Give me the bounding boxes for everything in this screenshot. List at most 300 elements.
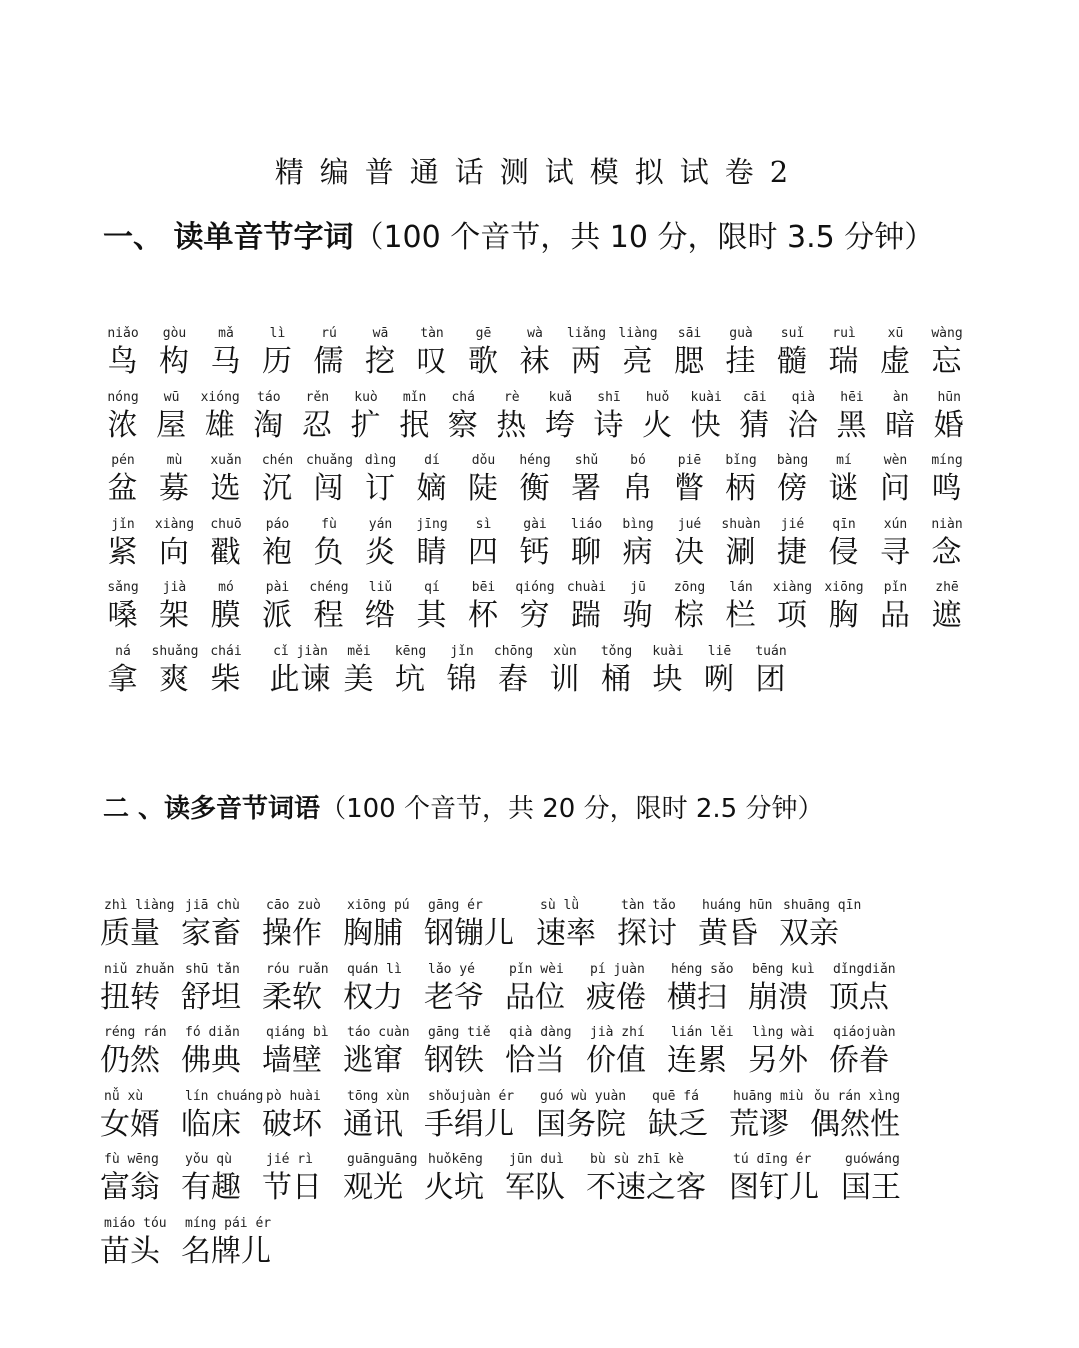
word-cell [729, 1150, 832, 1206]
word-cell [100, 578, 146, 634]
pinyin: quē fá [652, 1088, 699, 1104]
word-cell [255, 578, 301, 634]
hanzi: 逃窜 [343, 1043, 403, 1079]
hanzi: 连累 [667, 1043, 727, 1079]
pinyin: niàn [931, 516, 963, 532]
hanzi: 富翁 [100, 1170, 160, 1206]
word-cell [343, 388, 389, 444]
hanzi: 派 [262, 598, 293, 634]
word-cell [615, 324, 661, 380]
hanzi: 女婿 [100, 1106, 160, 1142]
word-cell [821, 515, 867, 571]
pinyin: guà [729, 326, 753, 341]
word-cell [770, 578, 816, 634]
hanzi: 火坑 [424, 1170, 484, 1206]
pinyin: rè [503, 389, 520, 405]
pinyin: gài [523, 516, 547, 532]
hanzi: 闯 [313, 471, 345, 507]
pinyin: tàn tǎo [621, 898, 676, 913]
pinyin: jīng [416, 516, 448, 532]
pinyin: xiàng [154, 516, 195, 532]
hanzi: 寻 [880, 534, 911, 570]
pinyin: mí [836, 453, 852, 469]
hanzi: 训 [549, 661, 581, 697]
pinyin: wèn [883, 453, 908, 469]
pinyin: róu ruǎn [266, 961, 329, 977]
word-cell [306, 515, 352, 571]
pinyin: guówáng [845, 1152, 900, 1168]
hanzi: 其 [416, 598, 448, 634]
hanzi: 棕 [674, 598, 705, 634]
word-cell [667, 1023, 739, 1079]
hanzi: 髓 [777, 344, 808, 379]
hanzi: 不速之客 [586, 1170, 706, 1206]
word-cell [645, 642, 691, 698]
pinyin: wà [527, 326, 543, 341]
pinyin: piē [677, 453, 702, 469]
word-cell [262, 960, 334, 1016]
word-cell [697, 642, 743, 698]
hanzi: 虚 [880, 344, 911, 379]
pinyin: bàng [776, 453, 809, 469]
word-cell [748, 642, 794, 698]
pinyin: rú [321, 326, 337, 341]
word-cell [829, 960, 901, 1016]
hanzi: 胸 [828, 598, 860, 634]
word-cell [306, 451, 352, 507]
pinyin: jū [630, 580, 646, 596]
pinyin: cāo zuò [266, 898, 321, 913]
hanzi: 桶 [601, 661, 632, 697]
word-cell [873, 515, 919, 571]
hanzi: 临床 [181, 1106, 241, 1142]
pinyin: xún [883, 516, 908, 532]
hanzi: 紧 [107, 534, 139, 570]
word-cell [100, 642, 146, 698]
pinyin: liǔ [368, 580, 393, 596]
word-cell [586, 960, 658, 1016]
hanzi: 驹 [622, 598, 654, 634]
hanzi: 挖 [365, 344, 396, 379]
pinyin: jié [780, 516, 805, 532]
section-2-heading-rest: （100 个音节，共 20 分，限时 2.5 分钟） [320, 794, 824, 824]
pinyin: kuài [652, 643, 684, 659]
word-cell [924, 515, 970, 571]
word-cell [409, 324, 455, 380]
pinyin: ǒu rán xìng [814, 1088, 901, 1104]
word-cell [336, 642, 382, 698]
word-cell [100, 1023, 172, 1079]
pinyin: liàng [618, 326, 658, 341]
hanzi: 缺乏 [648, 1106, 708, 1142]
hanzi: 决 [674, 534, 705, 570]
word-cell [698, 896, 773, 952]
hanzi: 崩溃 [748, 979, 808, 1015]
pinyin: qiáng bì [266, 1025, 329, 1041]
pinyin: gē [475, 326, 492, 341]
word-cell [810, 1087, 913, 1143]
pinyin: měi [347, 643, 371, 659]
word-cell [343, 1150, 418, 1206]
word-cell [461, 451, 507, 507]
hanzi: 炎 [365, 534, 396, 570]
hanzi: 胸脯 [343, 916, 403, 951]
pinyin: wā [372, 326, 389, 341]
pinyin: pò huài [266, 1088, 321, 1104]
word-cell [100, 451, 146, 507]
word-cell [152, 642, 198, 698]
pinyin: guānguāng [347, 1152, 418, 1168]
word-cell [255, 451, 301, 507]
pinyin: páo [265, 516, 290, 532]
pinyin: zhē [935, 580, 959, 596]
pinyin: lǎo yé [428, 961, 475, 977]
pinyin: chéng [309, 580, 349, 596]
pinyin: sǎng [107, 580, 139, 596]
hanzi: 历 [262, 344, 293, 379]
hanzi: 叹 [416, 344, 448, 379]
word-cell [100, 896, 175, 952]
pinyin: mǐn [402, 389, 427, 405]
hanzi: 块 [652, 661, 684, 697]
hanzi: 猜 [739, 407, 771, 443]
hanzi: 两 [571, 344, 602, 379]
pinyin: kēng [394, 643, 427, 659]
word-cell [770, 324, 816, 380]
pinyin: jué [677, 516, 702, 532]
pinyin: xuǎn [210, 453, 242, 469]
pinyin: bēi [471, 580, 496, 596]
hanzi: 穷 [519, 598, 551, 634]
pinyin: miáo tóu [104, 1215, 167, 1231]
pinyin: shī [597, 389, 621, 405]
hanzi: 问 [880, 471, 911, 507]
word-cell [617, 896, 689, 952]
hanzi: 亮 [622, 344, 654, 379]
hanzi: 构 [159, 344, 190, 379]
pinyin: héng [519, 453, 551, 469]
word-cell [262, 1150, 334, 1206]
hanzi: 婚 [933, 407, 965, 443]
word-cell [821, 578, 867, 634]
word-cell [729, 1087, 804, 1143]
pinyin: xiōng [824, 580, 864, 596]
pinyin: sāi [677, 326, 702, 341]
hanzi: 瑞 [828, 344, 860, 379]
word-cell [718, 578, 764, 634]
word-cell [924, 451, 970, 507]
pinyin: huáng hūn [702, 898, 773, 913]
pinyin: sì [475, 516, 492, 532]
pinyin: kuò [354, 389, 378, 405]
word-cell [505, 960, 577, 1016]
hanzi: 捷 [777, 534, 808, 570]
hanzi: 黄昏 [698, 916, 758, 951]
word-cell [440, 388, 486, 444]
pinyin: lán [729, 580, 753, 596]
word-cell [409, 451, 455, 507]
pinyin: niǎo [107, 326, 139, 341]
word-cell [635, 388, 681, 444]
pinyin: huāng miù [733, 1088, 804, 1104]
word-cell [424, 1023, 496, 1079]
hanzi: 团 [755, 661, 787, 697]
hanzi: 聊 [571, 534, 602, 570]
pinyin: àn [892, 389, 909, 405]
pinyin: mǎ [218, 326, 234, 341]
hanzi: 膜 [210, 598, 242, 634]
word-cell [181, 960, 253, 1016]
word-cell [821, 324, 867, 380]
hanzi: 向 [159, 534, 190, 570]
hanzi: 快 [690, 407, 722, 443]
pinyin: míng [931, 453, 963, 469]
pinyin: fù wēng [104, 1152, 159, 1168]
hanzi: 品位 [505, 979, 565, 1015]
word-cell [181, 896, 253, 952]
word-cell [409, 578, 455, 634]
hanzi: 扭转 [100, 979, 160, 1015]
pinyin: bù sù zhī kè [590, 1152, 684, 1168]
hanzi: 挂 [725, 344, 757, 379]
word-cell [343, 896, 415, 952]
hanzi: 双亲 [779, 916, 839, 951]
hanzi: 扩 [350, 407, 382, 443]
word-cell [564, 578, 610, 634]
hanzi: 仍然 [100, 1043, 160, 1079]
pinyin: lì [269, 326, 286, 341]
hanzi: 家畜 [181, 916, 241, 951]
word-cell [424, 896, 527, 952]
pinyin: liáo [570, 516, 603, 532]
hanzi: 拿 [107, 661, 139, 697]
pinyin: chén [261, 453, 294, 469]
pinyin: shǒujuàn ér [428, 1088, 515, 1104]
hanzi: 苗头 [100, 1233, 160, 1269]
hanzi: 通讯 [343, 1106, 403, 1142]
word-cell [512, 451, 558, 507]
word-cell [615, 578, 661, 634]
pinyin: qióng [515, 580, 555, 596]
hanzi: 侨眷 [829, 1043, 889, 1079]
pinyin: bó [630, 453, 646, 469]
hanzi: 署 [571, 471, 602, 507]
hanzi: 四 [468, 534, 499, 570]
pinyin: dí [424, 453, 440, 469]
hanzi: 手绢儿 [424, 1106, 514, 1142]
hanzi: 衡 [519, 471, 551, 507]
hanzi: 柄 [725, 471, 757, 507]
pinyin: xióng [200, 389, 240, 405]
word-cell [667, 515, 713, 571]
hanzi: 价值 [586, 1043, 646, 1079]
hanzi: 察 [447, 407, 479, 443]
word-cell [358, 324, 404, 380]
pinyin: chuài [566, 580, 607, 596]
hanzi: 遮 [931, 598, 963, 634]
word-cell [512, 515, 558, 571]
hanzi: 抿 [399, 407, 431, 443]
pinyin: xū [887, 326, 904, 341]
pinyin: shǔ [574, 453, 599, 469]
word-cell [343, 1087, 415, 1143]
hanzi: 品 [880, 598, 911, 634]
word-cell [181, 1023, 253, 1079]
section-1-heading-rest: （100 个音节，共 10 分，限时 3.5 分钟） [353, 220, 935, 255]
word-cell [542, 642, 588, 698]
hanzi: 垮 [544, 407, 576, 443]
hanzi: 睛 [416, 534, 448, 570]
pinyin: pài [265, 580, 290, 596]
pinyin: jié rì [266, 1152, 313, 1168]
pinyin: gòu [162, 326, 187, 341]
pinyin: réng rán [104, 1025, 167, 1041]
pinyin: héng sǎo [671, 961, 734, 977]
pinyin: pí juàn [590, 961, 645, 977]
word-cell [586, 388, 632, 444]
pinyin: shuāng qīn [783, 898, 862, 913]
word-cell [586, 1023, 658, 1079]
hanzi: 募 [159, 471, 190, 507]
hanzi: 袍 [262, 534, 293, 570]
hanzi: 腮 [674, 344, 705, 379]
pinyin: jià zhí [590, 1025, 645, 1041]
word-cell [718, 515, 764, 571]
word-cell [255, 515, 301, 571]
word-cell [770, 515, 816, 571]
pinyin: lián lěi [671, 1025, 734, 1041]
word-cell [667, 578, 713, 634]
word-cell [100, 960, 175, 1016]
hanzi: 疲倦 [586, 979, 646, 1015]
hanzi: 钢铁 [424, 1043, 484, 1079]
hanzi: 洽 [787, 407, 819, 443]
hanzi: 儒 [313, 344, 345, 379]
word-cell [100, 515, 146, 571]
pinyin: shuàn [721, 516, 761, 532]
hanzi: 杯 [468, 598, 499, 634]
word-cell [461, 324, 507, 380]
hanzi: 嫡 [416, 471, 448, 507]
pinyin: liǎng [566, 326, 607, 341]
hanzi: 嗓 [107, 598, 139, 634]
pinyin: shū tǎn [185, 961, 240, 977]
hanzi: 顶点 [829, 979, 889, 1015]
pinyin: jiā chù [185, 898, 240, 913]
word-cell [718, 324, 764, 380]
word-cell [489, 388, 535, 444]
word-cell [512, 578, 558, 634]
word-cell [536, 1087, 639, 1143]
word-cell [615, 515, 661, 571]
pinyin: zōng [673, 580, 706, 596]
hanzi: 程 [313, 598, 345, 634]
pinyin: nóng [107, 389, 139, 405]
hanzi: 沉 [262, 471, 293, 507]
pinyin: bǐng [725, 453, 757, 469]
pinyin: chuǎng [306, 453, 353, 469]
pinyin: jǐn [111, 516, 135, 532]
pinyin: quán lì [347, 961, 402, 977]
word-cell [100, 388, 146, 444]
hanzi: 权力 [343, 979, 403, 1015]
pinyin: tǒng [600, 643, 633, 659]
pinyin: xùn [553, 643, 577, 659]
hanzi: 另外 [748, 1043, 808, 1079]
word-cell [152, 324, 198, 380]
word-cell [829, 388, 875, 444]
pinyin: jūn duì [509, 1152, 564, 1168]
word-cell [358, 578, 404, 634]
word-cell [152, 515, 198, 571]
pinyin: kuǎ [548, 389, 573, 405]
word-cell [564, 324, 610, 380]
hanzi: 忍 [301, 407, 333, 443]
pinyin: qīn [832, 516, 856, 532]
word-cell [181, 1087, 264, 1143]
hanzi: 图钉儿 [729, 1170, 819, 1206]
word-cell [203, 642, 249, 698]
word-cell [409, 515, 455, 571]
pinyin: nǚ xù [104, 1088, 144, 1104]
hanzi: 军队 [505, 1170, 565, 1206]
word-cell [424, 1087, 527, 1143]
hanzi: 偶然性 [810, 1106, 900, 1142]
word-cell [100, 1087, 172, 1143]
pinyin: mó [218, 580, 234, 596]
pinyin: táo [257, 389, 281, 405]
word-cell [262, 1087, 334, 1143]
pinyin: mù [166, 453, 183, 469]
pinyin: qià dàng [509, 1025, 572, 1041]
pinyin: huǒ [645, 389, 670, 405]
word-cell [615, 451, 661, 507]
hanzi: 负 [313, 534, 345, 570]
pinyin: hēi [840, 389, 864, 405]
pinyin: jǐn [450, 643, 474, 659]
hanzi: 诗 [593, 407, 625, 443]
word-cell [388, 642, 434, 698]
pinyin: ná [115, 643, 131, 659]
hanzi: 淘 [253, 407, 285, 443]
hanzi: 钢镚儿 [424, 916, 514, 951]
pinyin: pǐn [883, 580, 908, 596]
hanzi: 歌 [468, 344, 499, 379]
word-cell [594, 642, 640, 698]
hanzi: 傍 [777, 471, 808, 507]
word-cell [343, 960, 415, 1016]
hanzi: 名牌儿 [181, 1233, 271, 1269]
pinyin: pǐn wèi [509, 961, 564, 977]
word-cell [873, 451, 919, 507]
hanzi: 栏 [725, 598, 757, 634]
pinyin: yán [368, 516, 393, 532]
pinyin: lín chuáng [185, 1088, 264, 1104]
pinyin: ruì [832, 326, 856, 341]
hanzi: 侵 [828, 534, 860, 570]
hanzi: 柔软 [262, 979, 322, 1015]
word-cell [358, 451, 404, 507]
word-cell [294, 388, 340, 444]
hanzi: 锦 [446, 661, 478, 697]
hanzi: 国务院 [536, 1106, 626, 1142]
hanzi: 雄 [204, 407, 236, 443]
hanzi: 绺 [365, 598, 396, 634]
word-cell [841, 1150, 913, 1206]
word-cell [732, 388, 778, 444]
hanzi: 钙 [519, 534, 551, 570]
pinyin: wàng [931, 326, 963, 341]
